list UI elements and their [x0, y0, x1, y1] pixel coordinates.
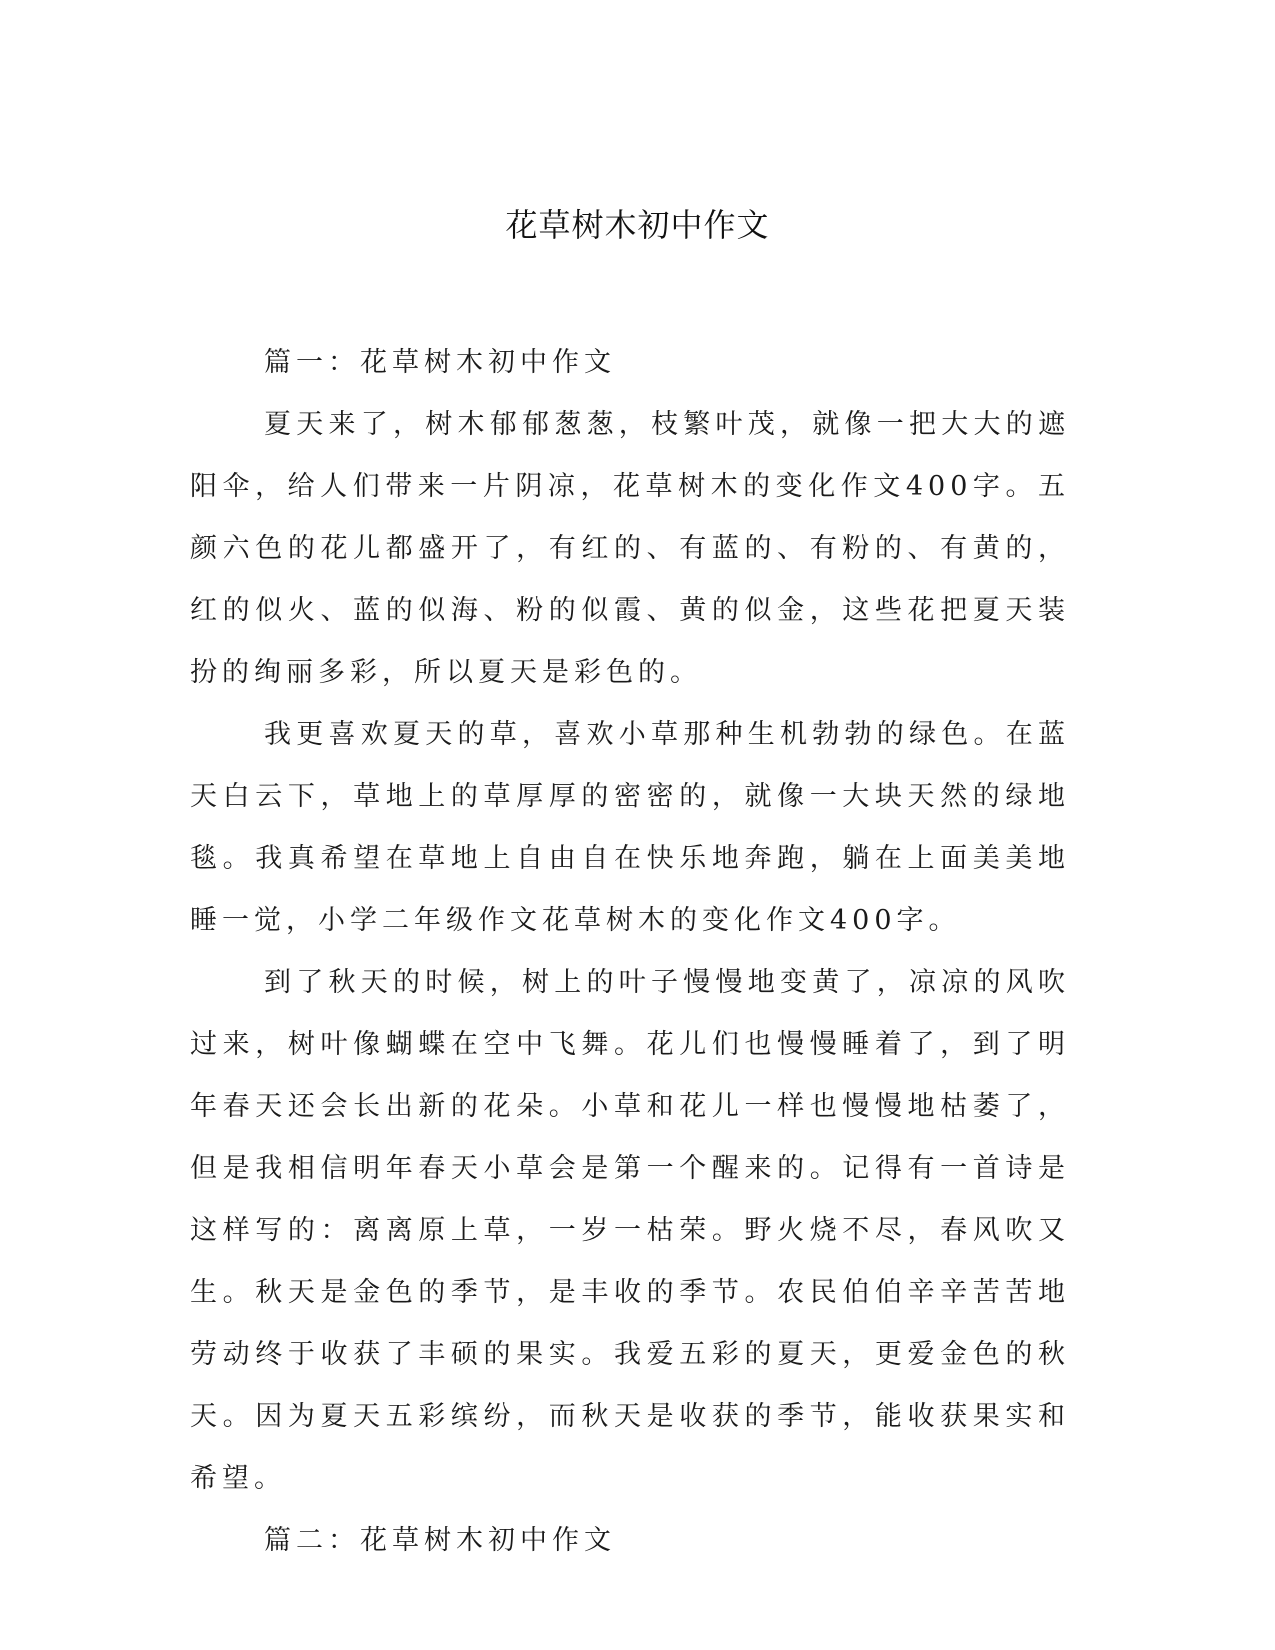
document-body: [190, 332, 1070, 1572]
paragraph-1: 夏天来了，树木郁郁葱葱，枝繁叶茂，就像一把大大的遮阳伞，给人们带来一片阴凉，花草树木的变化作文400字。五颜六色的花儿都盛开了，有红的、有蓝的、有粉的、有黄的，红的似火、蓝的似海、粉的似霞、黄的似金，这些花把夏天装扮的绚丽多彩，所以夏天是彩色的。: [190, 409, 1070, 688]
document-title: 花草树木初中作文: [505, 206, 770, 244]
section-heading-2: 篇二：花草树木初中作文: [264, 1525, 616, 1556]
paragraph-2: 我更喜欢夏天的草，喜欢小草那种生机勃勃的绿色。在蓝天白云下，草地上的草厚厚的密密的，就像一大块天然的绿地毯。我真希望在草地上自由自在快乐地奔跑，躺在上面美美地睡一觉，小学二年级作文花草树木的变化作文400字。: [190, 719, 1070, 936]
paragraph-3: 到了秋天的时候，树上的叶子慢慢地变黄了，凉凉的风吹过来，树叶像蝴蝶在空中飞舞。花儿们也慢慢睡着了，到了明年春天还会长出新的花朵。小草和花儿一样也慢慢地枯萎了，但是我相信明年春天小草会是第一个醒来的。记得有一首诗是这样写的：离离原上草，一岁一枯荣。野火烧不尽，春风吹又生。秋天是金色的季节，是丰收的季节。农民伯伯辛辛苦苦地劳动终于收获了丰硕的果实。我爱五彩的夏天，更爱金色的秋天。因为夏天五彩缤纷，而秋天是收获的季节，能收获果实和希望。: [190, 967, 1070, 1494]
section-heading-1: 篇一：花草树木初中作文: [264, 347, 616, 378]
